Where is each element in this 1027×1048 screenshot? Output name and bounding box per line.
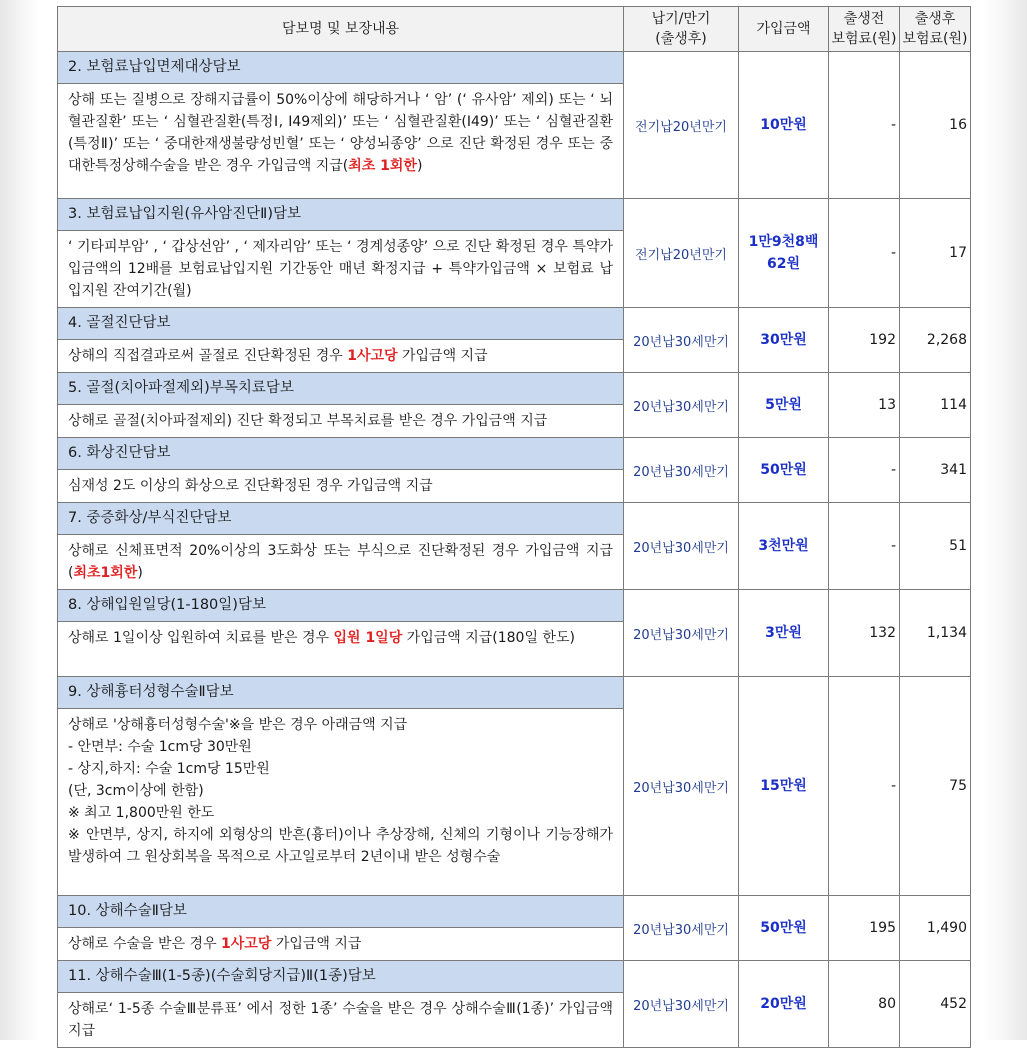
coverage-description	[58, 928, 624, 961]
premium-after-birth: 452	[900, 961, 971, 1048]
coverage-description	[58, 405, 624, 438]
desc-text: 상해로 '상해흉터성형수술'※을 받은 경우 아래금액 지급 - 안면부: 수술 1cm당 30만원 - 상지,하지: 수술 1cm당 15만원 (단, 3cm이상에 한함) ※ 최고 1,800만원 한도 ※ 안면부, 상지, 하지에 외형상의 반흔(흉터)이나 추상장해, 신체의 기형이나 기능장해가 발생하여 그 원상회복을 목적으로 사고일로부터 2년이내 받은 성형수술	[68, 717, 613, 865]
premium-before-birth: 132	[829, 590, 900, 677]
payment-term: 20년납30세만기	[624, 896, 739, 961]
coverage-name: 2. 보험료납입면제대상담보	[58, 52, 624, 84]
desc-text: 상해로 수술을 받은 경우	[68, 936, 222, 952]
premium-before-birth: 195	[829, 896, 900, 961]
desc-text-end: )	[137, 565, 143, 581]
header-premium-after-birth: 출생후 보험료(원)	[900, 7, 971, 52]
premium-before-birth: -	[829, 52, 900, 199]
insured-amount: 5만원	[739, 373, 829, 438]
insured-amount: 50만원	[739, 438, 829, 503]
coverage-description	[58, 470, 624, 503]
insured-amount: 1만9천8백 62원	[739, 199, 829, 308]
coverage-name-row	[58, 199, 971, 231]
coverage-name: 6. 화상진단담보	[58, 438, 624, 470]
premium-after-birth: 1,490	[900, 896, 971, 961]
premium-after-birth: 17	[900, 199, 971, 308]
coverage-name-row	[58, 52, 971, 84]
desc-highlight: 최초 1회한	[348, 158, 417, 174]
header-row	[58, 7, 971, 52]
coverage-name: 4. 골절진단담보	[58, 308, 624, 340]
header-premium-before-birth: 출생전 보험료(원)	[829, 7, 900, 52]
desc-text: 상해의 직접결과로써 골절로 진단확정된 경우	[68, 348, 348, 364]
desc-text: 상해로 골절(치아파절제외) 진단 확정되고 부목치료를 받은 경우 가입금액 지급	[68, 413, 548, 429]
coverage-name-row	[58, 308, 971, 340]
coverage-name: 8. 상해입원일당(1-180일)담보	[58, 590, 624, 622]
payment-term: 전기납20년만기	[624, 199, 739, 308]
premium-before-birth: -	[829, 503, 900, 590]
coverage-name: 5. 골절(치아파절제외)부목치료담보	[58, 373, 624, 405]
coverage-name: 9. 상해흉터성형수술Ⅱ담보	[58, 677, 624, 709]
coverage-name-row	[58, 677, 971, 709]
payment-term: 20년납30세만기	[624, 590, 739, 677]
premium-before-birth: -	[829, 199, 900, 308]
payment-term: 20년납30세만기	[624, 373, 739, 438]
insured-amount: 30만원	[739, 308, 829, 373]
payment-term: 20년납30세만기	[624, 308, 739, 373]
coverage-description	[58, 340, 624, 373]
insured-amount: 20만원	[739, 961, 829, 1048]
premium-after-birth: 114	[900, 373, 971, 438]
page-shadow-right	[982, 0, 1027, 1040]
coverage-description	[58, 993, 624, 1048]
header-coverage: 담보명 및 보장내용	[58, 7, 624, 52]
coverage-name: 3. 보험료납입지원(유사암진단Ⅱ)담보	[58, 199, 624, 231]
premium-before-birth: -	[829, 677, 900, 896]
premium-before-birth: 80	[829, 961, 900, 1048]
payment-term: 20년납30세만기	[624, 503, 739, 590]
desc-text-end: 가입금액 지급	[271, 936, 362, 952]
coverage-description	[58, 622, 624, 677]
premium-before-birth: 192	[829, 308, 900, 373]
coverage-description	[58, 709, 624, 896]
desc-text: 상해로 1일이상 입원하여 치료를 받은 경우	[68, 630, 334, 646]
desc-highlight: 1사고당	[221, 936, 272, 952]
desc-text: 상해로 신체표면적 20%이상의 3도화상 또는 부식으로 진단확정된 경우 가입금액 지급(	[68, 543, 613, 581]
coverage-description	[58, 231, 624, 308]
premium-after-birth: 341	[900, 438, 971, 503]
coverage-table	[57, 6, 971, 1048]
payment-term: 20년납30세만기	[624, 961, 739, 1048]
desc-text: 심재성 2도 이상의 화상으로 진단확정된 경우 가입금액 지급	[68, 478, 433, 494]
premium-before-birth: -	[829, 438, 900, 503]
insured-amount: 3천만원	[739, 503, 829, 590]
insured-amount: 50만원	[739, 896, 829, 961]
coverage-name-row	[58, 896, 971, 928]
coverage-name-row	[58, 961, 971, 993]
premium-after-birth: 75	[900, 677, 971, 896]
insured-amount: 15만원	[739, 677, 829, 896]
coverage-description	[58, 84, 624, 199]
coverage-name: 11. 상해수술Ⅲ(1-5종)(수술회당지급)Ⅱ(1종)담보	[58, 961, 624, 993]
desc-highlight: 입원 1일당	[333, 630, 403, 646]
insured-amount: 3만원	[739, 590, 829, 677]
coverage-name: 7. 중증화상/부식진단담보	[58, 503, 624, 535]
payment-term: 20년납30세만기	[624, 677, 739, 896]
desc-text-end: 가입금액 지급(180일 한도)	[402, 630, 575, 646]
desc-text-end: 가입금액 지급	[397, 348, 488, 364]
desc-text: ‘ 기타피부암’ , ‘ 갑상선암’ , ‘ 제자리암’ 또는 ‘ 경계성종양’ 으로 진단 확정된 경우 특약가입금액의 12배를 보험료납입지원 기간동안 매년 확정지급 + 특약가입금액 × 보험료 납입지원 잔여기간(월)	[68, 239, 613, 299]
coverage-name: 10. 상해수술Ⅱ담보	[58, 896, 624, 928]
premium-after-birth: 16	[900, 52, 971, 199]
coverage-name-row	[58, 503, 971, 535]
coverage-name-row	[58, 373, 971, 405]
desc-highlight: 최초1회한	[73, 565, 138, 581]
payment-term: 20년납30세만기	[624, 438, 739, 503]
coverage-name-row	[58, 438, 971, 470]
payment-term: 전기납20년만기	[624, 52, 739, 199]
insured-amount: 10만원	[739, 52, 829, 199]
header-term: 납기/만기 (출생후)	[624, 7, 739, 52]
coverage-name-row	[58, 590, 971, 622]
desc-text: 상해로‘ 1-5종 수술Ⅲ분류표’ 에서 정한 1종’ 수술을 받은 경우 상해수술Ⅲ(1종)’ 가입금액 지급	[68, 1001, 613, 1039]
page-shadow-left	[0, 0, 40, 1040]
premium-after-birth: 1,134	[900, 590, 971, 677]
desc-text-end: )	[416, 158, 423, 174]
desc-text: 상해 또는 질병으로 장해지급률이 50%이상에 해당하거나 ‘ 암’ (‘ 유사암’ 제외) 또는 ‘ 뇌혈관질환’ 또는 ‘ 심혈관질환(특정Ⅰ, I49제외)’ 또는 ‘ 심혈관질환(I49)’ 또는 ‘ 심혈관질환(특정Ⅱ)’ 또는 ‘ 중대한재생불량성빈혈’ 또는 ‘ 양성뇌종양’ 으로 진단 확정된 경우 또는 중대한특정상해수술을 받은 경우 가입금액 지급(	[68, 92, 613, 174]
premium-before-birth: 13	[829, 373, 900, 438]
coverage-description	[58, 535, 624, 590]
header-amount: 가입금액	[739, 7, 829, 52]
premium-after-birth: 51	[900, 503, 971, 590]
desc-highlight: 1사고당	[347, 348, 398, 364]
premium-after-birth: 2,268	[900, 308, 971, 373]
